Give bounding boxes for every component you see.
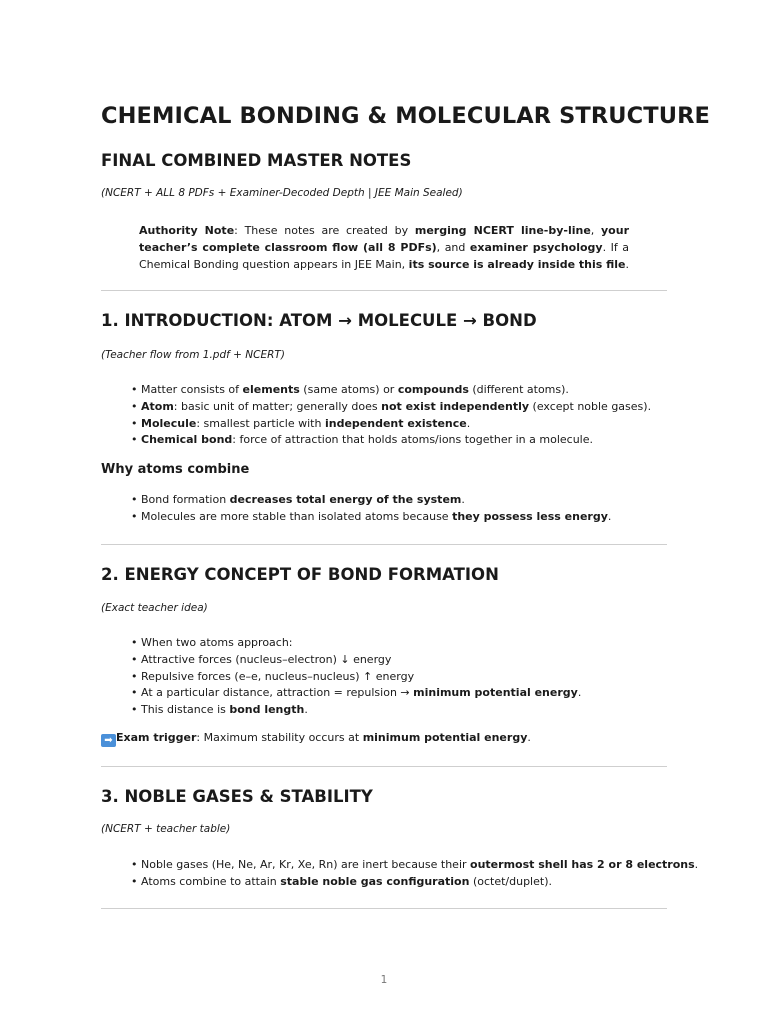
text: . (607, 509, 612, 523)
text: • Molecules are more stable than isolated atoms because (131, 509, 453, 523)
text: : Maximum stability occurs at (196, 731, 363, 744)
note-text: , and (436, 241, 470, 254)
bullet-list (131, 857, 698, 891)
note-bold: examiner psychology (469, 241, 603, 254)
list-item (131, 669, 581, 686)
bold-text: minimum potential energy (413, 686, 578, 700)
bullet-list (131, 492, 611, 526)
list-item (131, 857, 698, 874)
section-divider (101, 908, 667, 909)
authority-note (139, 222, 629, 273)
text: • Repulsive forces (e–e, nucleus–nucleus) ↑ energy (131, 669, 415, 683)
note-bold: your teacher’s complete classroom flow (all 8 PDFs) (139, 224, 629, 254)
text: • This distance is (131, 703, 230, 717)
bold-text: Chemical bond (141, 433, 233, 447)
note-text: : These notes are created by (234, 224, 415, 237)
list-item (131, 416, 651, 433)
text: : smallest particle with (196, 416, 325, 430)
bold-text: not exist independently (381, 399, 530, 413)
bold-text: bond length (229, 703, 305, 717)
source-line: (NCERT + ALL 8 PDFs + Examiner-Decoded Depth | JEE Main Sealed) (101, 187, 463, 199)
text: • When two atoms approach: (131, 636, 293, 649)
text: . (527, 731, 531, 744)
text: . (461, 493, 465, 506)
list-item (131, 685, 581, 702)
text: • At a particular distance, attraction = repulsion → (131, 686, 414, 700)
text: (different atoms). (468, 383, 569, 396)
bold-text: decreases total energy of the system (229, 493, 462, 506)
list-item (131, 652, 581, 669)
text: : force of attraction that holds atoms/ions together in a molecule. (232, 433, 593, 447)
text: . (577, 686, 582, 700)
bold-text: outermost shell has 2 or 8 electrons (470, 858, 695, 871)
subsection-heading: Why atoms combine (101, 462, 250, 477)
list-item (131, 399, 651, 416)
text: • Noble gases (He, Ne, Ar, Kr, Xe, Rn) are inert because their (131, 858, 471, 871)
note-text: . (625, 258, 629, 271)
bold-text: independent existence (324, 416, 467, 430)
bold-text: Atom (141, 399, 174, 413)
bullet-list (131, 635, 581, 719)
note-text: . If a Chemical Bonding question appears in JEE Main, (139, 241, 629, 271)
text: • Atoms combine to attain (131, 874, 281, 888)
section-divider (101, 290, 667, 291)
text: • Bond formation (131, 493, 230, 506)
bullet-list (131, 382, 651, 449)
list-item (131, 492, 611, 509)
bold-text: minimum potential energy (362, 731, 528, 744)
text: • (131, 416, 141, 430)
section-divider (101, 544, 667, 545)
list-item (131, 635, 581, 652)
list-item (131, 874, 698, 891)
document-subtitle: FINAL COMBINED MASTER NOTES (101, 151, 412, 170)
bold-text: compounds (397, 383, 469, 396)
text: • (131, 433, 141, 447)
bold-text: elements (242, 383, 300, 396)
list-item (131, 702, 581, 719)
text: (except noble gases). (529, 399, 652, 413)
note-bold: its source is already inside this file (408, 258, 626, 271)
section-heading: 2. ENERGY CONCEPT OF BOND FORMATION (101, 565, 499, 584)
page-number: 1 (380, 974, 388, 986)
section-source: (NCERT + teacher table) (101, 823, 231, 835)
list-item (131, 509, 611, 526)
bold-text: stable noble gas configuration (280, 874, 470, 888)
section-source: (Exact teacher idea) (101, 602, 208, 614)
trigger-label: Exam trigger (116, 731, 197, 744)
text: • Attractive forces (nucleus–electron) ↓ energy (131, 652, 392, 666)
bold-text: Molecule (141, 416, 197, 430)
exam-trigger (101, 731, 531, 747)
note-text: , (590, 224, 602, 237)
document-title: CHEMICAL BONDING & MOLECULAR STRUCTURE (101, 103, 711, 129)
bold-text: they possess less energy (452, 509, 608, 523)
section-heading: 3. NOBLE GASES & STABILITY (101, 787, 373, 806)
list-item (131, 382, 651, 399)
text: : basic unit of matter; generally does (173, 399, 382, 413)
text: (octet/duplet). (469, 874, 552, 888)
text: • Matter consists of (131, 383, 243, 396)
section-source: (Teacher flow from 1.pdf + NCERT) (101, 349, 285, 361)
text: . (304, 703, 308, 717)
section-heading: 1. INTRODUCTION: ATOM → MOLECULE → BOND (101, 311, 537, 330)
text: . (694, 858, 699, 871)
section-divider (101, 766, 667, 767)
text: . (466, 416, 471, 430)
text: • (131, 399, 141, 413)
text: (same atoms) or (299, 383, 398, 396)
authority-note-label: Authority Note (139, 224, 235, 237)
list-item (131, 432, 651, 449)
note-bold: merging NCERT line-by-line (414, 224, 591, 237)
arrow-right-icon: ➡ (101, 734, 116, 747)
